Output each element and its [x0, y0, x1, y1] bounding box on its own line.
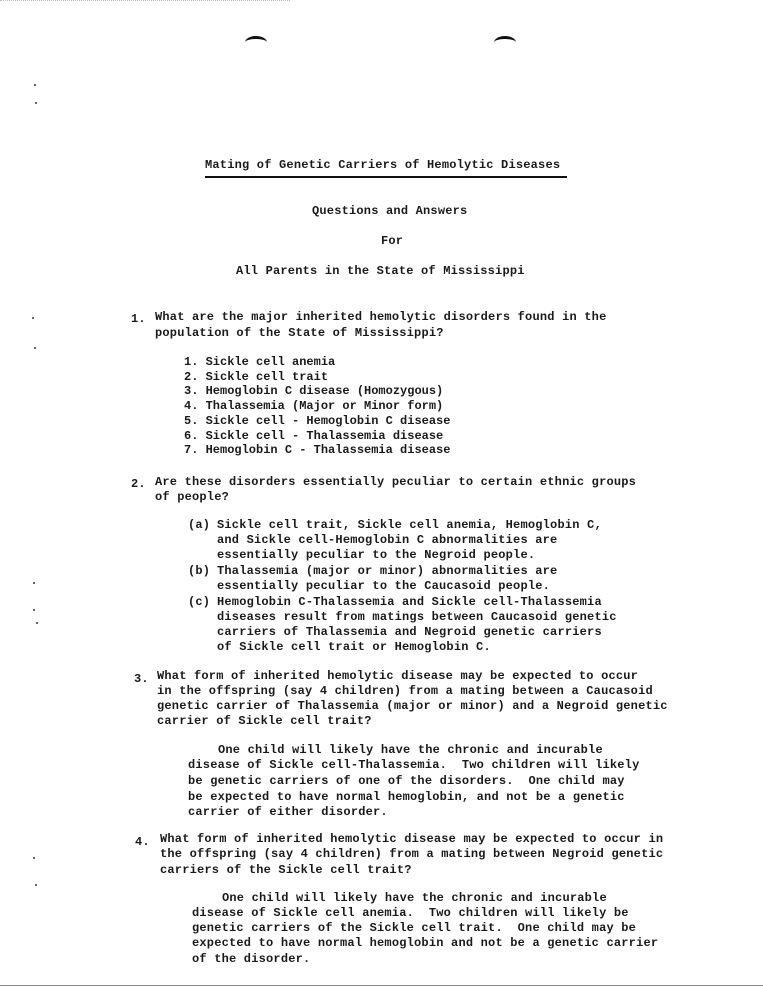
question-3-line: in the offspring (say 4 children) from a mating between a Caucasoid	[157, 684, 653, 698]
list-item: 5. Sickle cell - Hemoglobin C disease	[184, 413, 451, 428]
answer-a-line: Sickle cell trait, Sickle cell anemia, Hemoglobin C,	[217, 518, 602, 532]
scan-speck	[33, 582, 35, 584]
answer-3-line: be expected to have normal hemoglobin, and not be a genetic	[188, 790, 625, 804]
question-number: 3.	[134, 672, 149, 686]
question-number: 1.	[131, 312, 146, 326]
subtitle-questions-and-answers: Questions and Answers	[312, 204, 468, 218]
answer-b-line: essentially peculiar to the Caucasoid people.	[217, 579, 551, 593]
question-number: 4.	[135, 835, 150, 849]
question-1-line: What are the major inherited hemolytic disorders found in the	[155, 310, 607, 324]
scan-speck	[35, 102, 37, 104]
answer-c-line: Hemoglobin C-Thalassemia and Sickle cell-Thalassemia	[217, 595, 602, 609]
subtitle-for: For	[381, 234, 404, 248]
question-3-line: genetic carrier of Thalassemia (major or minor) and a Negroid genetic	[157, 699, 668, 713]
answer-label-a: (a)	[188, 518, 211, 532]
question-number: 2.	[131, 477, 146, 491]
answer-4-line: genetic carriers of the Sickle cell trait. One child may be	[192, 921, 637, 935]
subtitle-audience: All Parents in the State of Mississippi	[236, 264, 525, 278]
scan-speck	[35, 884, 37, 886]
answer-3-line: carrier of either disorder.	[188, 805, 388, 819]
list-item: 2. Sickle cell trait	[184, 369, 329, 384]
document-title: Mating of Genetic Carriers of Hemolytic Diseases	[205, 158, 561, 172]
question-4-line: carriers of the Sickle cell trait?	[160, 863, 412, 877]
list-item: 1. Sickle cell anemia	[184, 355, 336, 369]
scan-speck	[33, 857, 35, 859]
answer-3-line: be genetic carriers of one of the disorders. One child may	[188, 774, 625, 788]
question-1-line: population of the State of Mississippi?	[155, 326, 444, 340]
list-item: 4. Thalassemia (Major or Minor form)	[184, 399, 444, 414]
scan-speck	[32, 317, 34, 319]
list-item: 3. Hemoglobin C disease (Homozygous)	[184, 384, 444, 399]
answer-3-line: disease of Sickle cell-Thalassemia. Two children will likely	[188, 758, 640, 772]
answer-a-line: essentially peculiar to the Negroid people.	[217, 548, 536, 562]
hemolytic-disorders-list	[184, 355, 450, 458]
answer-c-line: diseases result from matings between Caucasoid genetic	[217, 610, 617, 624]
answer-b-line: Thalassemia (major or minor) abnormalities are	[217, 564, 558, 578]
question-4-line: the offspring (say 4 children) from a mating between Negroid genetic	[160, 847, 664, 861]
answer-4-line: disease of Sickle cell anemia. Two children will likely be	[192, 906, 629, 920]
answer-4-line: of the disorder.	[192, 952, 311, 966]
answer-a-line: and Sickle cell-Hemoglobin C abnormalities are	[217, 533, 558, 547]
question-2-line: Are these disorders essentially peculiar to certain ethnic groups	[155, 475, 637, 489]
scan-speck	[34, 84, 36, 86]
answer-4-line: One child will likely have the chronic and incurable	[222, 891, 607, 905]
scan-speck	[36, 622, 38, 624]
question-4-line: What form of inherited hemolytic disease may be expected to occur in	[160, 832, 664, 846]
scan-speck	[33, 609, 35, 611]
question-3-line: carrier of Sickle cell trait?	[157, 714, 372, 728]
staple-mark-left	[245, 36, 267, 49]
answer-3-line: One child will likely have the chronic and incurable	[218, 743, 603, 757]
staple-mark-right	[494, 36, 516, 49]
question-3-line: What form of inherited hemolytic disease may be expected to occur	[157, 669, 639, 683]
answer-label-c: (c)	[188, 595, 211, 609]
top-edge-line	[0, 0, 290, 1]
answer-c-line: of Sickle cell trait or Hemoglobin C.	[217, 640, 491, 654]
title-underline	[205, 176, 567, 178]
bottom-edge-line	[0, 985, 763, 986]
scan-speck	[34, 347, 36, 349]
question-2-line: of people?	[155, 490, 230, 504]
answer-4-line: expected to have normal hemoglobin and not be a genetic carrier	[192, 936, 659, 950]
answer-c-line: carriers of Thalassemia and Negroid genetic carriers	[217, 625, 602, 639]
list-item: 6. Sickle cell - Thalassemia disease	[184, 428, 444, 443]
list-item: 7. Hemoglobin C - Thalassemia disease	[184, 443, 451, 458]
answer-label-b: (b)	[188, 564, 211, 578]
